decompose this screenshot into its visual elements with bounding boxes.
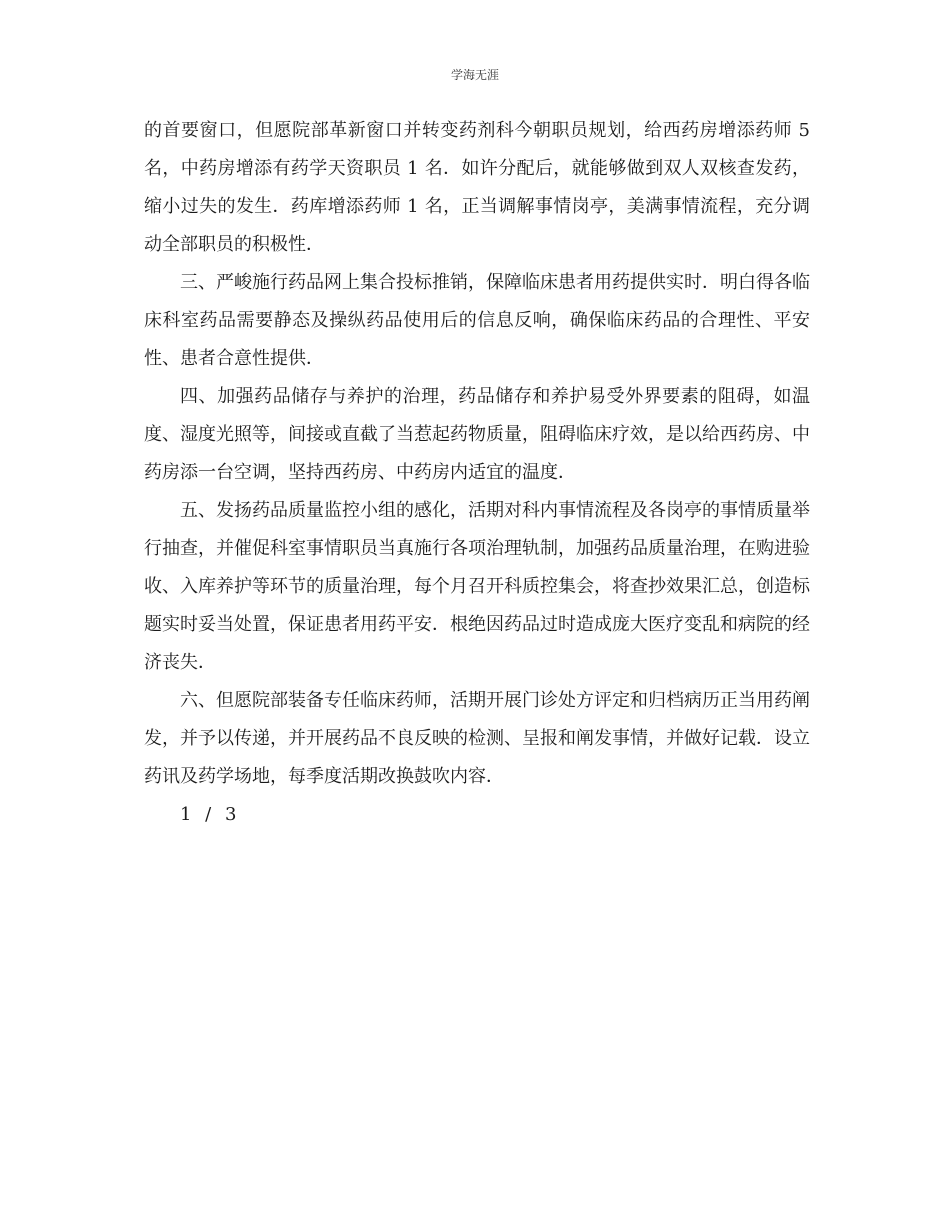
page-header: 学海无涯 [450,68,499,82]
paragraph-section-5: 五、发扬药品质量监控小组的感化，活期对科内事情流程及各岗亭的事情质量举行抽查，并催促科室事情职员当真施行各项治理轨制，加强药品质量治理，在购进验收、入库养护等环节的质量治理，每个月召开科质控集会，将查抄效果汇总，创造标题实时妥当处置，保证患者用药平安．根绝因药品过时造成庞大医疗变乱和病院的经济丧失． [144,500,810,673]
paragraph-section-6: 六、但愿院部装备专任临床药师，活期开展门诊处方评定和归档病历正当用药阐发，并予以传递，并开展药品不良反映的检测、呈报和阐发事情，并做好记载．设立药讯及药学场地，每季度活期改换鼓吹内容． [144,690,810,787]
page-number: 1 / 3 [180,804,241,825]
paragraph-section-3: 三、严峻施行药品网上集合投标推销，保障临床患者用药提供实时．明白得各临床科室药品需要静态及操纵药品使用后的信息反响，确保临床药品的合理性、平安性、患者合意性提供． [144,272,810,369]
paragraph-continuation: 的首要窗口，但愿院部革新窗口并转变药剂科今朝职员规划，给西药房增添药师 5 名，中药房增添有药学天资职员 1 名．如许分配后，就能够做到双人双核查发药，缩小过失的发生．药库增添药师 1 名，正当调解事情岗亭，美满事情流程，充分调动全部职员的积极性． [144,120,810,255]
document-body [144,112,810,834]
paragraph-section-4: 四、加强药品储存与养护的治理，药品储存和养护易受外界要素的阻碍，如温度、湿度光照等，间接或直截了当惹起药物质量，阻碍临床疗效，是以给西药房、中药房添一台空调，坚持西药房、中药房内适宜的温度． [144,386,810,483]
